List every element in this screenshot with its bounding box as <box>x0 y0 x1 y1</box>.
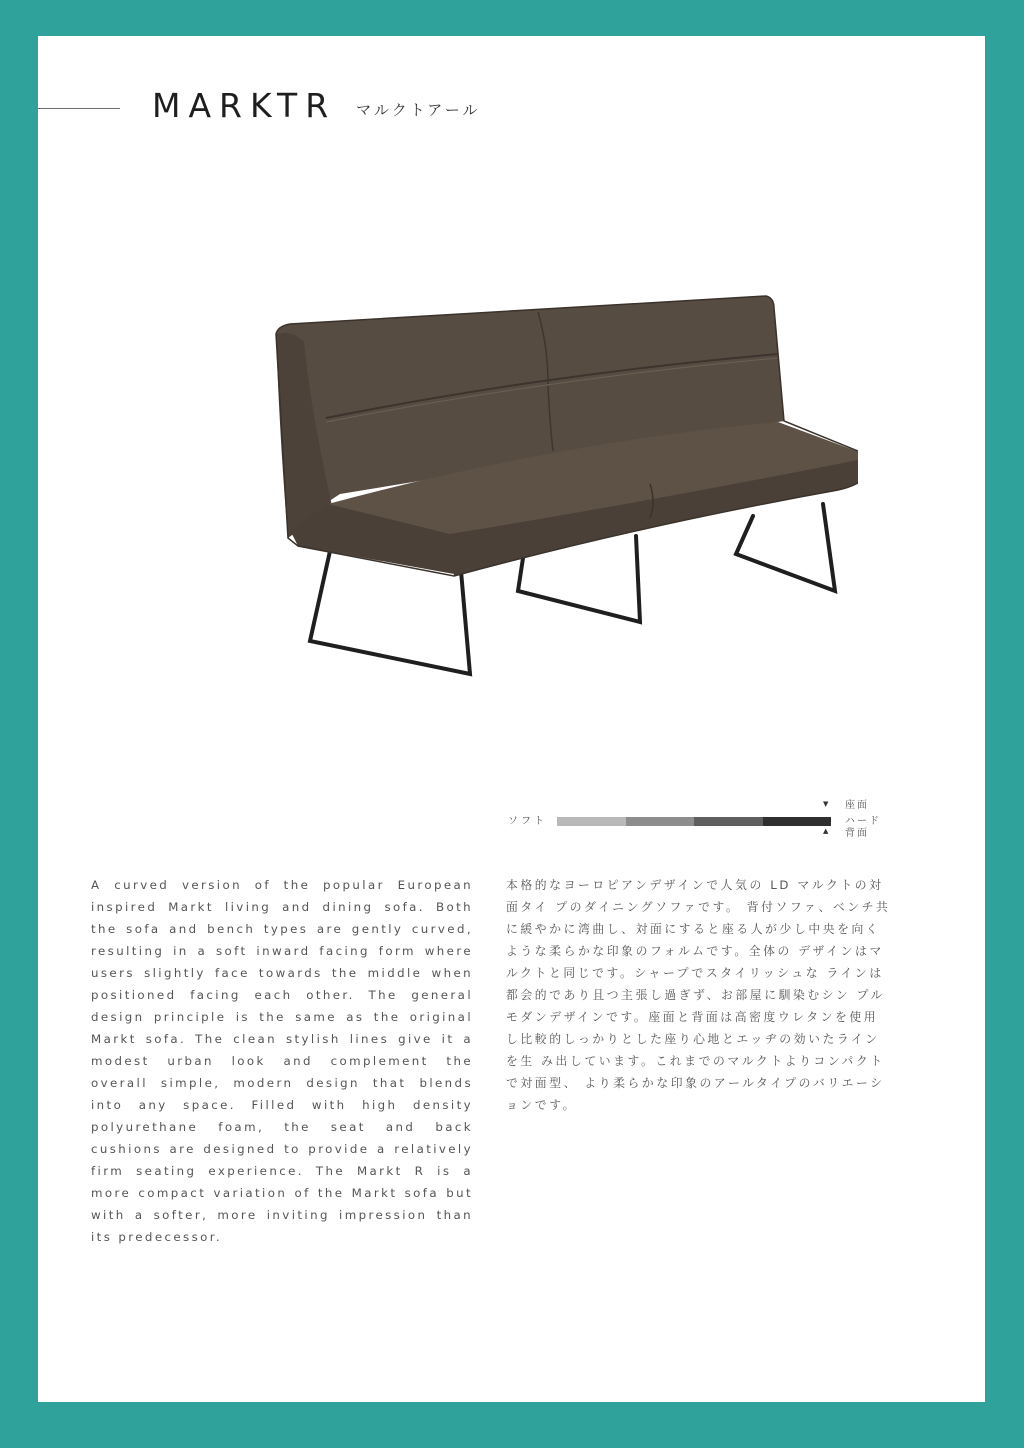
product-photo <box>218 246 858 696</box>
firmness-segment-3 <box>694 817 763 826</box>
seat-firmness-marker-icon: ▼ <box>823 800 829 808</box>
product-title: MARKTR <box>152 86 337 125</box>
back-firmness-marker-icon: ▲ <box>823 827 829 835</box>
title-rule <box>38 108 120 109</box>
product-subtitle: マルクトアール <box>356 101 481 119</box>
firmness-hard-label: ハード <box>845 816 881 827</box>
description-english: A curved version of the popular European inspired Markt living and dining sofa. Both the sofa and bench types are gently curved, resulting in a soft inward facing form where users slightly face towards the middle when positioned facing each other. The general design principle is the same as the original Markt sofa. The clean stylish lines give it a modest urban look and complement the overall simple, modern design that blends into any space. Filled with high density polyurethane foam, the seat and back cushions are designed to provide a relatively firm seating experience. The Markt R is a more compact variation of the Markt sofa but with a softer, more inviting impression than its predecessor. <box>91 878 473 1244</box>
firmness-segment-1 <box>557 817 626 826</box>
firmness-scale-bar <box>557 817 831 826</box>
firmness-segment-4 <box>763 817 832 826</box>
firmness-back-label: 背面 <box>845 828 869 839</box>
catalog-page <box>38 36 985 1402</box>
firmness-seat-label: 座面 <box>845 800 869 811</box>
firmness-segment-2 <box>626 817 695 826</box>
firmness-soft-label: ソフト <box>508 816 547 827</box>
description-japanese: 本格的なヨーロピアンデザインで人気の LD マルクトの対面タイ プのダイニングソファです。 背付ソファ、ベンチ共に緩やかに湾曲し、対面にすると座る人が少し中央を向くような柔らかな印象のフォルムです。全体の デザインはマルクトと同じです。シャープでスタイリッシュな ラインは都会的であり且つ主張し過ぎず、お部屋に馴染むシン プルモダンデザインです。座面と背面は高密度ウレタンを使用 し比較的しっかりとした座り心地とエッヂの効いたラインを生 み出しています。これまでのマルクトよりコンパクトで対面型、 より柔らかな印象のアールタイプのバリエーションです。 <box>506 878 891 1112</box>
